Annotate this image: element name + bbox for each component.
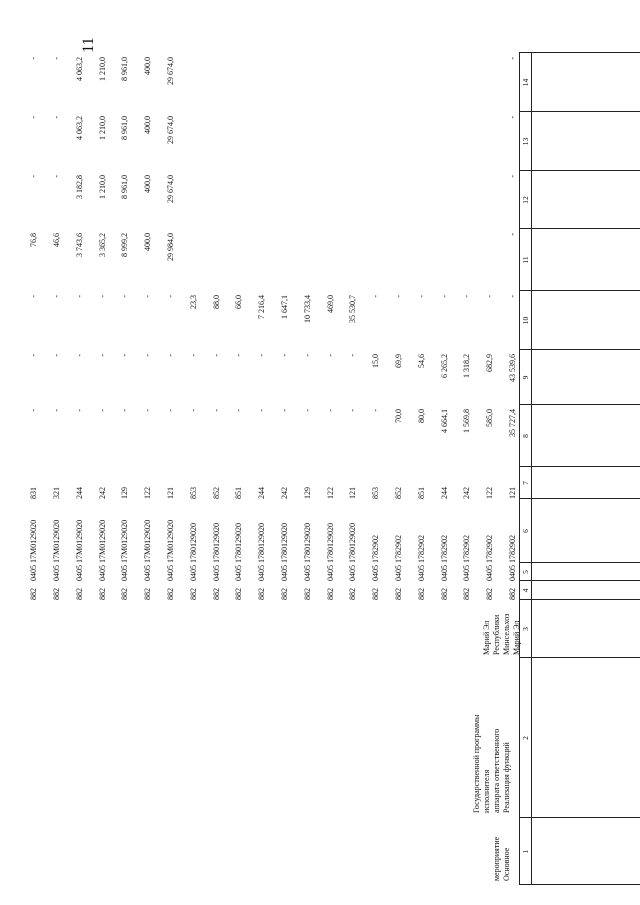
table-cell-c10: - — [462, 295, 472, 298]
table-cell-c14: 4 063,2 — [74, 57, 84, 81]
table-cell-c10: - — [508, 295, 517, 298]
table-cell-grbs: 882 — [325, 588, 335, 600]
column-number: 2 — [521, 736, 530, 740]
table-cell-grbs: 882 — [211, 588, 221, 600]
table-cell-c13: - — [29, 116, 39, 119]
table-cell-grbs: 882 — [188, 588, 198, 600]
executor-name: Марий Эл — [482, 620, 491, 655]
table-cell-c10: - — [143, 295, 153, 298]
table-cell-rz: 0405 — [188, 565, 198, 581]
table-cell-c9: - — [325, 354, 335, 357]
table-cell-c10: - — [29, 295, 39, 298]
table-cell-c10: 23,3 — [188, 295, 198, 309]
table-cell-c11: 3 743,6 — [74, 233, 84, 257]
table-cell-csr: 1780129020 — [348, 523, 358, 563]
table-cell-csr: 1780129020 — [257, 523, 267, 563]
table-cell-vr: 831 — [29, 487, 39, 499]
column-rule — [519, 657, 640, 658]
table-cell-c8: 4 664,1 — [439, 409, 449, 433]
table-cell-c12: - — [52, 175, 61, 178]
table-cell-c13: 400,0 — [143, 116, 153, 134]
table-cell-vr: 122 — [485, 487, 495, 499]
table-cell-grbs: 882 — [302, 588, 312, 600]
table-cell-c9: 54,6 — [416, 354, 426, 368]
table-cell-c9: - — [348, 354, 358, 357]
table-cell-c10: 88,0 — [211, 295, 221, 309]
table-cell-vr: 242 — [97, 487, 107, 499]
column-number: 12 — [521, 196, 530, 204]
table-cell-rz: 0405 — [325, 565, 335, 581]
table-cell-c9: 6 265,2 — [439, 354, 449, 378]
table-cell-grbs: 882 — [166, 588, 175, 600]
table-cell-grbs: 882 — [257, 588, 267, 600]
table-cell-c10: 1 647,1 — [280, 295, 289, 319]
table-cell-csr: 17М0129020 — [74, 519, 84, 563]
table-cell-c13: - — [52, 116, 61, 119]
table-cell-c11: 3 365,2 — [97, 233, 107, 257]
table-cell-grbs: 882 — [234, 588, 244, 600]
table-cell-csr: 1782902 — [462, 535, 472, 563]
table-cell-vr: 853 — [371, 487, 381, 499]
table-cell-c10: - — [52, 295, 61, 298]
table-cell-c8: - — [120, 409, 130, 412]
table-cell-csr: 1782902 — [416, 535, 426, 563]
table-cell-c12: 3 182,8 — [74, 175, 84, 199]
table-cell-c10: 469,0 — [325, 295, 335, 313]
column-number: 11 — [521, 256, 530, 264]
table-cell-rz: 0405 — [280, 565, 289, 581]
table-cell-rz: 0405 — [120, 565, 130, 581]
activity-type: Основное — [502, 847, 511, 881]
table-cell-c9: 1 318,2 — [462, 354, 472, 378]
table-cell-c10: 10 733,4 — [302, 295, 312, 323]
table-cell-rz: 0405 — [74, 565, 84, 581]
table-cell-c8: - — [371, 409, 381, 412]
table-cell-rz: 0405 — [462, 565, 472, 581]
table-cell-rz: 0405 — [371, 565, 381, 581]
table-cell-c9: - — [143, 354, 153, 357]
table-cell-c13: 8 961,0 — [120, 116, 130, 140]
table-cell-c11: 29 984,0 — [166, 233, 175, 261]
table-cell-c12: 400,0 — [143, 175, 153, 193]
table-cell-grbs: 882 — [97, 588, 107, 600]
table-cell-rz: 0405 — [302, 565, 312, 581]
table-cell-c8: - — [325, 409, 335, 412]
table-cell-c9: - — [52, 354, 61, 357]
table-cell-vr: 121 — [348, 487, 358, 499]
activity-name: аппарата ответственного — [492, 728, 501, 813]
table-cell-csr: 17М0129020 — [143, 519, 153, 563]
column-number: 6 — [521, 529, 530, 533]
column-number: 10 — [521, 316, 530, 325]
table-cell-c14: - — [29, 57, 39, 60]
table-cell-vr: 321 — [52, 487, 61, 499]
table-cell-csr: 1780129020 — [234, 523, 244, 563]
table-cell-c13: 4 063,2 — [74, 116, 84, 140]
page-number: 11 — [80, 37, 97, 53]
table-cell-grbs: 882 — [143, 588, 153, 600]
table-cell-rz: 0405 — [257, 565, 267, 581]
table-cell-vr: 851 — [234, 487, 244, 499]
column-number: 8 — [521, 434, 530, 438]
column-rule — [519, 290, 640, 291]
column-rule — [519, 599, 640, 600]
table-cell-c8: 70,0 — [394, 409, 403, 423]
column-rule — [519, 498, 640, 499]
column-number: 7 — [521, 481, 530, 485]
table-cell-c10: - — [166, 295, 175, 298]
column-rule — [519, 228, 640, 229]
table-cell-grbs: 882 — [439, 588, 449, 600]
table-cell-c8: - — [143, 409, 153, 412]
table-cell-grbs: 882 — [394, 588, 403, 600]
table-cell-grbs: 882 — [280, 588, 289, 600]
table-cell-csr: 1782902 — [439, 535, 449, 563]
table-cell-c8: - — [234, 409, 244, 412]
table-cell-c9: - — [29, 354, 39, 357]
table-cell-c9: 15,0 — [371, 354, 381, 368]
table-cell-c11: 46,6 — [52, 233, 61, 247]
table-cell-c9: 69,9 — [394, 354, 403, 368]
table-cell-c9: - — [97, 354, 107, 357]
table-cell-vr: 121 — [166, 487, 175, 499]
executor-top: Марий Эл — [512, 620, 521, 655]
column-rule — [519, 817, 640, 818]
table-cell-c12: - — [29, 175, 39, 178]
table-cell-rz: 0405 — [508, 565, 517, 581]
executor-name: Республики — [492, 614, 501, 655]
table-cell-vr: 853 — [188, 487, 198, 499]
table-cell-vr: 244 — [439, 487, 449, 499]
table-cell-rz: 0405 — [416, 565, 426, 581]
table-cell-csr: 17М0129020 — [97, 519, 107, 563]
table-cell-csr: 1782902 — [371, 535, 381, 563]
table-cell-c8: - — [188, 409, 198, 412]
table-cell-csr: 1780129020 — [188, 523, 198, 563]
table-cell-vr: 129 — [120, 487, 130, 499]
table-cell-c8: - — [257, 409, 267, 412]
table-cell-rz: 0405 — [485, 565, 495, 581]
table-cell-c14: - — [52, 57, 61, 60]
table-cell-c10: - — [97, 295, 107, 298]
table-cell-c10: - — [416, 295, 426, 298]
table-cell-c9: - — [74, 354, 84, 357]
table-cell-grbs: 882 — [416, 588, 426, 600]
column-rule — [519, 884, 640, 885]
table-cell-c11: 8 999,2 — [120, 233, 130, 257]
table-cell-c14: - — [508, 57, 517, 60]
table-cell-rz: 0405 — [29, 565, 39, 581]
table-cell-vr: 242 — [462, 487, 472, 499]
table-cell-c9: - — [257, 354, 267, 357]
column-rule — [519, 170, 640, 171]
table-cell-grbs: 882 — [485, 588, 495, 600]
table-cell-c8: - — [348, 409, 358, 412]
table-cell-c11: 400,0 — [143, 233, 153, 251]
table-cell-c13: 29 674,0 — [166, 116, 175, 144]
column-rule — [519, 562, 640, 563]
table-cell-c11: 76,8 — [29, 233, 39, 247]
column-rule — [519, 111, 640, 112]
header-top-rule — [519, 53, 520, 885]
table-cell-c8: - — [280, 409, 289, 412]
column-number: 9 — [521, 375, 530, 380]
table-cell-rz: 0405 — [52, 565, 61, 581]
table-cell-c9: - — [188, 354, 198, 357]
table-cell-c8: - — [211, 409, 221, 412]
table-cell-c14: 8 961,0 — [120, 57, 130, 81]
column-number: 3 — [521, 627, 530, 631]
column-rule — [519, 349, 640, 350]
column-number: 14 — [521, 78, 530, 87]
column-number: 13 — [521, 137, 530, 146]
column-rule — [519, 404, 640, 405]
table-cell-rz: 0405 — [234, 565, 244, 581]
table-cell-rz: 0405 — [439, 565, 449, 581]
column-rule — [519, 580, 640, 581]
table-cell-vr: 242 — [280, 487, 289, 499]
table-cell-csr: 1780129020 — [302, 523, 312, 563]
table-cell-c10: - — [74, 295, 84, 298]
table-cell-c8: - — [166, 409, 175, 412]
table-cell-c12: 1 210,0 — [97, 175, 107, 199]
table-cell-vr: 244 — [74, 487, 84, 499]
table-cell-c9: - — [280, 354, 289, 357]
table-cell-csr: 17М0129020 — [120, 519, 130, 563]
table-cell-c12: 8 961,0 — [120, 175, 130, 199]
table-cell-rz: 0405 — [143, 565, 153, 581]
table-cell-grbs: 882 — [371, 588, 381, 600]
table-cell-c8: - — [52, 409, 61, 412]
column-rule — [519, 466, 640, 467]
table-cell-c8: 1 569,8 — [462, 409, 472, 433]
table-cell-grbs: 882 — [462, 588, 472, 600]
table-cell-c13: - — [508, 116, 517, 119]
table-cell-grbs: 882 — [52, 588, 61, 600]
executor-name: Минсельхоз — [502, 613, 511, 655]
table-cell-c9: - — [120, 354, 130, 357]
table-cell-grbs: 882 — [120, 588, 130, 600]
table-cell-csr: 1782902 — [485, 535, 495, 563]
table-cell-c14: 1 210,0 — [97, 57, 107, 81]
table-cell-c10: 7 216,4 — [257, 295, 267, 319]
table-cell-c10: - — [394, 295, 403, 298]
table-cell-c9: - — [234, 354, 244, 357]
table-cell-vr: 852 — [394, 487, 403, 499]
table-cell-vr: 122 — [143, 487, 153, 499]
table-cell-grbs: 882 — [29, 588, 39, 600]
table-cell-c9: 43 539,6 — [508, 354, 517, 382]
table-cell-c12: 29 674,0 — [166, 175, 175, 203]
table-cell-c10: 35 530,7 — [348, 295, 358, 323]
activity-type: мероприятие — [492, 836, 501, 881]
table-cell-c11: - — [508, 233, 517, 236]
table-cell-c9: - — [302, 354, 312, 357]
table-cell-vr: 129 — [302, 487, 312, 499]
table-cell-vr: 852 — [211, 487, 221, 499]
activity-name: исполнителя — [482, 769, 491, 813]
table-cell-c10: - — [485, 295, 495, 298]
table-cell-c8: - — [29, 409, 39, 412]
table-cell-vr: 121 — [508, 487, 517, 499]
table-cell-rz: 0405 — [166, 565, 175, 581]
header-bottom-rule — [531, 53, 532, 885]
table-cell-c8: 35 727,4 — [508, 409, 517, 437]
table-cell-csr: 1780129020 — [325, 523, 335, 563]
column-number: 4 — [521, 588, 530, 593]
table-cell-c14: 400,0 — [143, 57, 153, 75]
table-cell-c8: - — [302, 409, 312, 412]
column-number: 5 — [521, 570, 530, 574]
activity-name: Реализация функций — [502, 742, 511, 813]
table-cell-rz: 0405 — [211, 565, 221, 581]
table-cell-c8: - — [74, 409, 84, 412]
table-cell-c8: - — [97, 409, 107, 412]
table-cell-vr: 851 — [416, 487, 426, 499]
table-cell-grbs: 882 — [348, 588, 358, 600]
table-cell-c8: 585,0 — [485, 409, 495, 427]
table-cell-csr: 1780129020 — [211, 523, 221, 563]
table-cell-c13: 1 210,0 — [97, 116, 107, 140]
table-cell-grbs: 882 — [508, 588, 517, 600]
table-cell-rz: 0405 — [97, 565, 107, 581]
table-cell-c10: 66,0 — [234, 295, 244, 309]
table-cell-c14: 29 674,0 — [166, 57, 175, 85]
table-cell-c10: - — [120, 295, 130, 298]
table-cell-c9: - — [211, 354, 221, 357]
table-cell-c9: - — [166, 354, 175, 357]
table-cell-csr: 1782902 — [394, 535, 403, 563]
table-cell-csr: 1782902 — [508, 535, 517, 563]
table-cell-csr: 1780129020 — [280, 523, 289, 563]
table-cell-rz: 0405 — [394, 565, 403, 581]
table-cell-csr: 17М0129020 — [29, 519, 39, 563]
column-number: 1 — [521, 849, 530, 854]
table-cell-csr: 17М0129020 — [52, 519, 61, 563]
table-cell-c8: 80,0 — [416, 409, 426, 423]
table-cell-vr: 122 — [325, 487, 335, 499]
table-cell-c12: - — [508, 175, 517, 178]
table-cell-c10: - — [439, 295, 449, 298]
table-cell-c9: 682,9 — [485, 354, 495, 372]
table-cell-vr: 244 — [257, 487, 267, 499]
table-cell-grbs: 882 — [74, 588, 84, 600]
table-cell-c10: - — [371, 295, 381, 298]
activity-name: Государственной программы — [472, 714, 481, 813]
table-cell-csr: 17М0129020 — [166, 519, 175, 563]
column-rule — [519, 52, 640, 53]
table-cell-rz: 0405 — [348, 565, 358, 581]
